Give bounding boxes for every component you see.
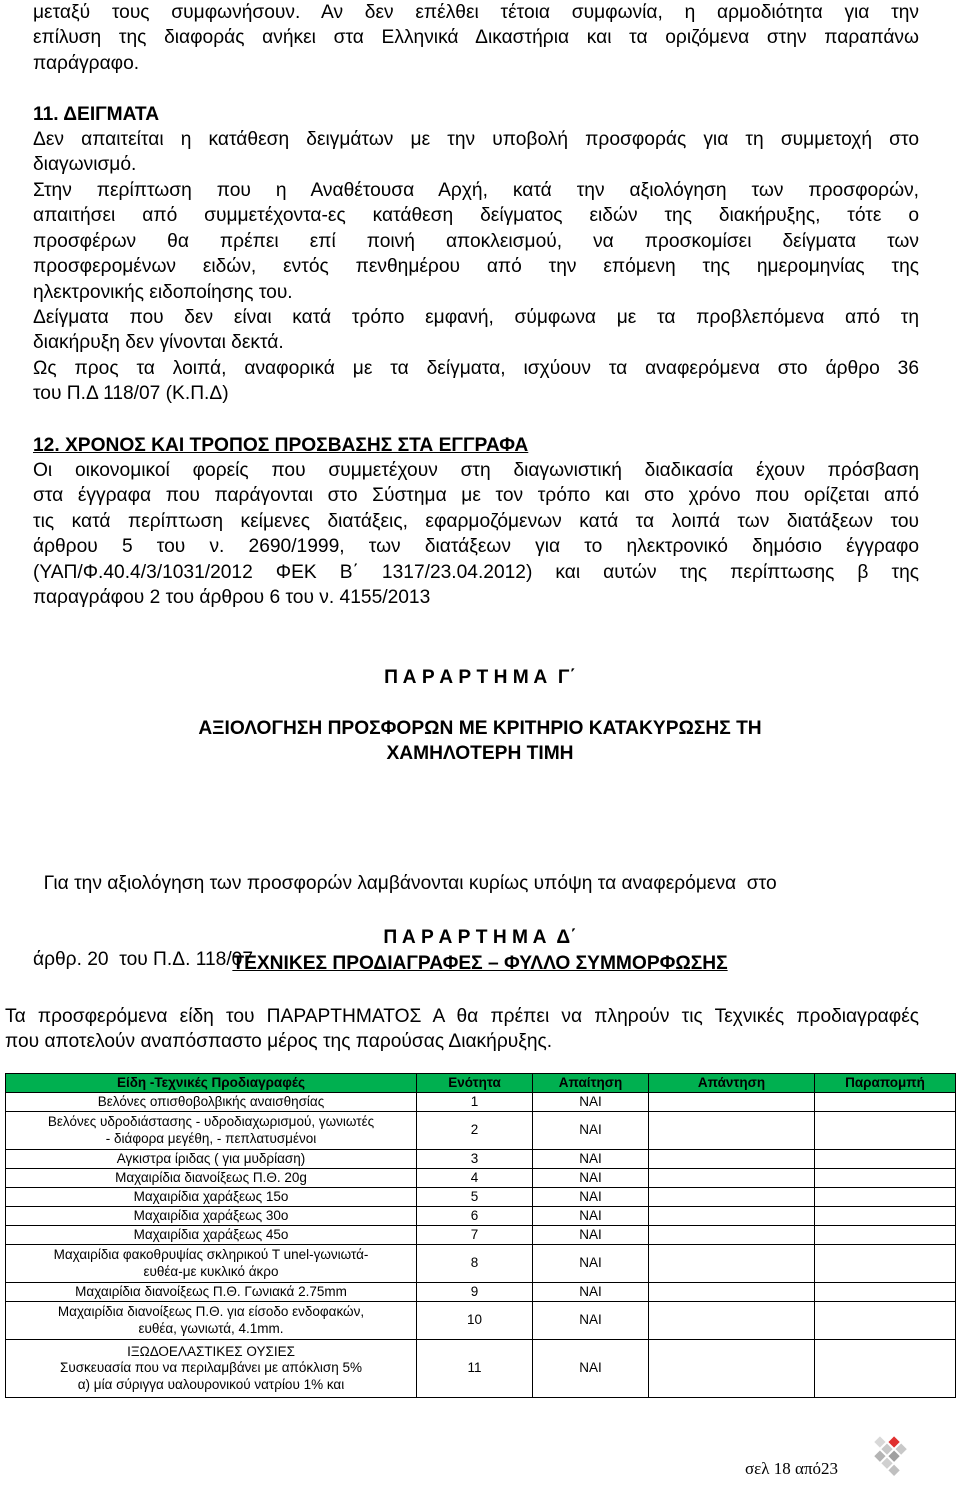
paragraph-line: Οι οικονομικοί φορείς που συμμετέχουν στη διαγωνιστική διαδικασία έχουν πρόσβαση	[33, 460, 919, 481]
section-11-paragraph-3	[33, 305, 919, 356]
section-12-paragraph	[33, 458, 919, 610]
paragraph-line: απαιτήσει από συμμετέχοντα-ες κατάθεση δείγματος ειδών της διακήρυξης, τότε ο	[33, 205, 919, 227]
column-header-answer: Απάντηση	[649, 1074, 815, 1093]
item-answer[interactable]	[649, 1150, 815, 1169]
item-reference[interactable]	[815, 1302, 956, 1340]
item-description: ΙΞΩΔΟΕΛΑΣΤΙΚΕΣ ΟΥΣΙΕΣ Συσκευασία που να περιλαμβάνει με απόκλιση 5% α) μία σύριγγα υαλουρονικού νατρίου 1% και	[6, 1340, 417, 1398]
paragraph-line: Δείγματα που δεν είναι κατά τρόπο εμφανή, σύμφωνα με τα προβλεπόμενα από τη	[33, 307, 919, 328]
paragraph-line: Ως προς τα λοιπά, αναφορικά με τα δείγματα, ισχύουν τα αναφερόμενα στο άρθρο 36	[33, 358, 919, 379]
item-unit: 7	[417, 1226, 533, 1245]
item-requirement: ΝΑΙ	[533, 1340, 649, 1398]
paragraph-line: (ΥΑΠ/Φ.40.4/3/1031/2012 ΦΕΚ Β΄ 1317/23.04.2012) και αυτών της περίπτωσης β της	[33, 561, 919, 583]
table-row	[6, 1112, 956, 1150]
item-description: Μαχαιρίδια διανοίξεως Π.Θ. για είσοδο ενδοφακών, ευθέα, γωνιωτά, 4.1mm.	[6, 1302, 417, 1340]
item-answer[interactable]	[649, 1245, 815, 1283]
table-row	[6, 1245, 956, 1283]
section-12-heading: 12. ΧΡΟΝΟΣ ΚΑΙ ΤΡΟΠΟΣ ΠΡΟΣΒΑΣΗΣ ΣΤΑ ΕΓΓΡΑΦΑ	[33, 435, 529, 456]
subtitle-line: ΑΞΙΟΛΟΓΗΣΗ ΠΡΟΣΦΟΡΩΝ ΜΕ ΚΡΙΤΗΡΙΟ ΚΑΤΑΚΥΡΩΣΗΣ ΤΗ	[198, 718, 762, 739]
item-description: Μαχαιρίδια χαράξεως 45ο	[6, 1226, 417, 1245]
page-number: σελ 18 από23	[745, 1459, 839, 1478]
table-row	[6, 1093, 956, 1112]
table-row	[6, 1283, 956, 1302]
item-reference[interactable]	[815, 1112, 956, 1150]
paragraph-line: προσφέρων θα πρέπει επί ποινή αποκλεισμού, να προσκομίσει δείγματα των	[33, 230, 919, 252]
table-row	[6, 1340, 956, 1398]
item-unit: 1	[417, 1093, 533, 1112]
table-row	[6, 1150, 956, 1169]
item-description: Μαχαιρίδια διανοίξεως Π.Θ. Γωνιακά 2.75mm	[6, 1283, 417, 1302]
item-answer[interactable]	[649, 1226, 815, 1245]
item-answer[interactable]	[649, 1207, 815, 1226]
paragraph-line: διακήρυξη δεν γίνονται δεκτά.	[33, 332, 284, 354]
paragraph-line: προσφερομένων ειδών, εντός πενθημέρου από την επόμενη της ημερομηνίας της	[33, 256, 919, 278]
annex-c-subtitle	[0, 716, 960, 767]
annex-d-title: Π Α Ρ Α Ρ Τ Η Μ Α Δ΄	[383, 927, 577, 948]
item-requirement: ΝΑΙ	[533, 1169, 649, 1188]
item-description: Μαχαιρίδια χαράξεως 15ο	[6, 1188, 417, 1207]
item-description: Βελόνες υδροδιάστασης - υδροδιαχωρισμού, γωνιωτές - διάφορα μεγέθη, - πεπλατυσμένοι	[6, 1112, 417, 1150]
item-reference[interactable]	[815, 1283, 956, 1302]
item-requirement: ΝΑΙ	[533, 1302, 649, 1340]
annex-d-body	[5, 1004, 919, 1055]
item-answer[interactable]	[649, 1340, 815, 1398]
item-reference[interactable]	[815, 1340, 956, 1398]
item-answer[interactable]	[649, 1112, 815, 1150]
paragraph-line: Τα προσφερόμενα είδη του ΠΑΡΑΡΤΗΜΑΤΟΣ Α θα πρέπει να πληρούν τις Τεχνικές προδιαγραφές	[5, 1006, 919, 1027]
paragraph-line: τις κατά περίπτωση κείμενες διατάξεις, εφαρμοζόμενων κατά τα λοιπά των διατάξεων του	[33, 510, 919, 532]
section-11-paragraph-1	[33, 127, 919, 178]
intro-line: μεταξύ τους συμφωνήσουν. Αν δεν επέλθει τέτοια συμφωνία, η αρμοδιότητα για την	[33, 2, 919, 23]
item-description: Μαχαιρίδια διανοίξεως Π.Θ. 20g	[6, 1169, 417, 1188]
paragraph-line: που αποτελούν αναπόσπαστο μέρος της παρούσας Διακήρυξης.	[5, 1031, 553, 1053]
section-11-paragraph-4	[33, 356, 919, 407]
paragraph-line: ηλεκτρονικής ειδοποίησης του.	[33, 281, 293, 303]
column-header-requirement: Απαίτηση	[533, 1074, 649, 1093]
item-reference[interactable]	[815, 1226, 956, 1245]
item-requirement: ΝΑΙ	[533, 1093, 649, 1112]
item-reference[interactable]	[815, 1093, 956, 1112]
item-unit: 4	[417, 1169, 533, 1188]
item-requirement: ΝΑΙ	[533, 1188, 649, 1207]
item-description: Μαχαιρίδια χαράξεως 30ο	[6, 1207, 417, 1226]
intro-line: παράγραφο.	[33, 52, 140, 74]
item-reference[interactable]	[815, 1245, 956, 1283]
section-11-heading: 11. ΔΕΙΓΜΑΤΑ	[33, 104, 160, 125]
item-reference[interactable]	[815, 1207, 956, 1226]
item-unit: 9	[417, 1283, 533, 1302]
paragraph-line: Στην περίπτωση που η Αναθέτουσα Αρχή, κατά την αξιολόγηση των προσφορών,	[33, 180, 919, 201]
annex-c-body	[33, 820, 919, 1023]
table-row	[6, 1188, 956, 1207]
item-unit: 3	[417, 1150, 533, 1169]
item-reference[interactable]	[815, 1150, 956, 1169]
diamond-logo-icon	[862, 1434, 912, 1484]
item-answer[interactable]	[649, 1302, 815, 1340]
subtitle-line: ΧΑΜΗΛΟΤΕΡΗ ΤΙΜΗ	[386, 743, 574, 765]
annex-c-title: Π Α Ρ Α Ρ Τ Η Μ Α Γ΄	[384, 667, 576, 688]
item-answer[interactable]	[649, 1093, 815, 1112]
item-answer[interactable]	[649, 1283, 815, 1302]
item-unit: 11	[417, 1340, 533, 1398]
table-row	[6, 1226, 956, 1245]
specifications-table	[5, 1073, 956, 1398]
item-description: Αγκιστρα ίριδας ( για μυδρίαση)	[6, 1150, 417, 1169]
item-reference[interactable]	[815, 1188, 956, 1207]
item-requirement: ΝΑΙ	[533, 1226, 649, 1245]
item-answer[interactable]	[649, 1169, 815, 1188]
item-requirement: ΝΑΙ	[533, 1150, 649, 1169]
intro-line: επίλυση της διαφοράς ανήκει στα Ελληνικά Δικαστήρια και τα οριζόμενα στην παραπάνω	[33, 27, 919, 49]
item-requirement: ΝΑΙ	[533, 1283, 649, 1302]
item-requirement: ΝΑΙ	[533, 1207, 649, 1226]
paragraph-line: Για την αξιολόγηση των προσφορών λαμβάνονται κυρίως υπόψη τα αναφερόμενα στο	[33, 872, 777, 894]
section-11-paragraph-2	[33, 178, 919, 305]
item-reference[interactable]	[815, 1169, 956, 1188]
intro-paragraph	[33, 0, 919, 76]
paragraph-line: Δεν απαιτείται η κατάθεση δειγμάτων με την υποβολή προσφοράς για τη συμμετοχή στο	[33, 129, 919, 150]
column-header-specifications: Είδη -Τεχνικές Προδιαγραφές	[6, 1074, 417, 1093]
paragraph-line: στα έγγραφα που παράγονται στο Σύστημα με τον τρόπο και στο χρόνο που ορίζεται από	[33, 485, 919, 507]
item-unit: 6	[417, 1207, 533, 1226]
item-requirement: ΝΑΙ	[533, 1245, 649, 1283]
table-header-row	[6, 1074, 956, 1093]
annex-d-subtitle: ΤΕΧΝΙΚΕΣ ΠΡΟΔΙΑΓΡΑΦΕΣ – ΦΥΛΛΟ ΣΥΜΜΟΡΦΩΣΗΣ	[232, 953, 728, 974]
item-description: Μαχαιρίδια φακοθρυψίας σκληρικού Τ unel-γωνιωτά- ευθέα-με κυκλικό άκρο	[6, 1245, 417, 1283]
table-row	[6, 1302, 956, 1340]
item-unit: 5	[417, 1188, 533, 1207]
table-row	[6, 1207, 956, 1226]
item-answer[interactable]	[649, 1188, 815, 1207]
item-unit: 10	[417, 1302, 533, 1340]
item-unit: 8	[417, 1245, 533, 1283]
paragraph-line: παραγράφου 2 του άρθρου 6 του ν. 4155/2013	[33, 587, 431, 609]
column-header-reference: Παραπομπή	[815, 1074, 956, 1093]
item-description: Βελόνες οπισθοβολβικής αναισθησίας	[6, 1093, 417, 1112]
paragraph-line: διαγωνισμό.	[33, 154, 137, 176]
item-requirement: ΝΑΙ	[533, 1112, 649, 1150]
column-header-unit: Ενότητα	[417, 1074, 533, 1093]
paragraph-line: άρθρ. 20 του Π.Δ. 118/07	[33, 949, 253, 971]
paragraph-line: άρθρου 5 του ν. 2690/1999, των διατάξεων για το ηλεκτρονικό δημόσιο έγγραφο	[33, 536, 919, 558]
table-row	[6, 1169, 956, 1188]
item-unit: 2	[417, 1112, 533, 1150]
paragraph-line: του Π.Δ 118/07 (Κ.Π.Δ)	[33, 383, 229, 405]
